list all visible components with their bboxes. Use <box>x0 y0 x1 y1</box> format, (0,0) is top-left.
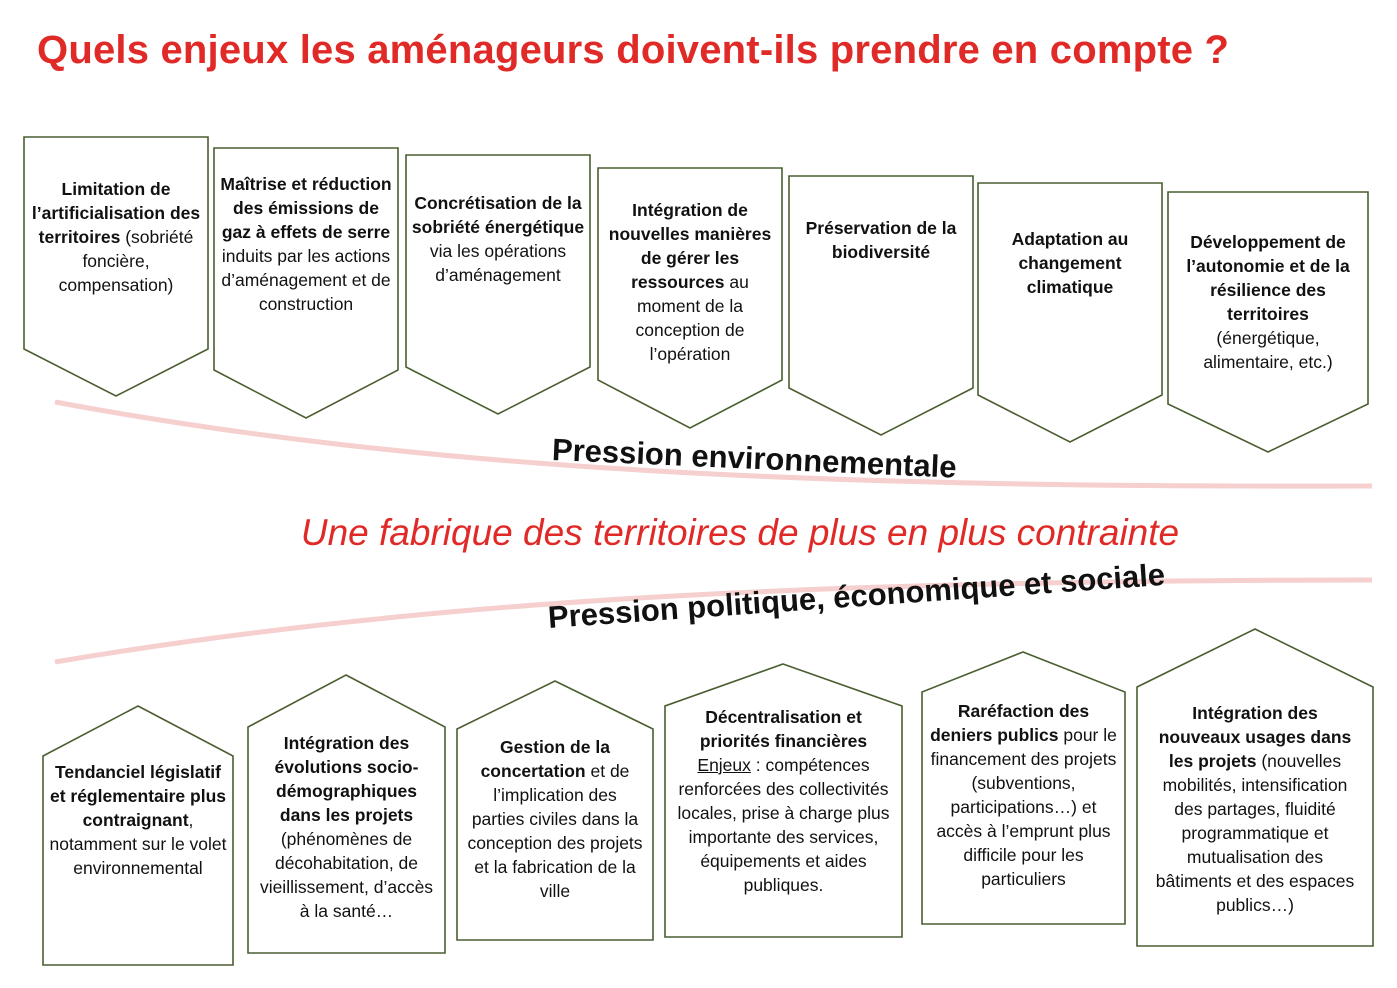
issue-title: Intégration de nouvelles manières de gérer les ressources <box>608 200 772 292</box>
environmental-issue-card <box>24 137 208 396</box>
issue-title: Décentralisation et priorités financières <box>699 707 868 751</box>
issue-text <box>49 760 227 880</box>
issue-title: Gestion de la concertation <box>480 737 610 781</box>
environmental-issue-card <box>789 176 973 435</box>
issue-detail: (nouvelles mobilités, intensification des partages, fluidité programmatique et mutualisation des bâtiments et des espaces publics…) <box>1155 751 1355 915</box>
page-title: Quels enjeux les aménageurs doivent-ils prendre en compte ? <box>37 28 1230 72</box>
issue-text <box>28 177 204 297</box>
issue-text <box>218 172 394 316</box>
issue-keyword: Enjeux <box>697 755 751 775</box>
environmental-issue-card <box>214 148 398 418</box>
issue-text <box>602 198 778 366</box>
issue-text <box>258 731 435 923</box>
issue-title: Intégration des nouveaux usages dans les projets <box>1158 703 1352 771</box>
issue-text <box>410 191 586 287</box>
socioeconomic-pressure-label: Pression politique, économique et sociale <box>546 556 1167 635</box>
socioeconomic-issue-card <box>248 675 445 953</box>
environmental-issue-card <box>978 183 1162 442</box>
environmental-issue-card <box>406 155 590 414</box>
issue-detail: (énergétique, alimentaire, etc.) <box>1203 328 1333 372</box>
issue-title: Limitation de l’artificialisation des territoires <box>31 179 201 247</box>
issue-text <box>930 699 1117 891</box>
environmental-issue-card <box>598 168 782 428</box>
socioeconomic-issue-card <box>665 664 902 937</box>
issue-text <box>677 705 890 897</box>
environmental-issue-card <box>1168 192 1368 452</box>
issue-title: Adaptation au changement climatique <box>1011 229 1129 297</box>
socioeconomic-issue-card <box>457 681 653 940</box>
issue-detail: (sobriété foncière, compensation) <box>58 227 194 295</box>
issue-title: Tendanciel législatif et réglementaire plus contraignant <box>49 762 227 830</box>
issue-detail: au moment de la conception de l’opération <box>635 272 749 364</box>
issue-text <box>465 735 645 903</box>
issue-detail: via les opérations d’aménagement <box>429 241 567 285</box>
issue-detail: pour le financement des projets (subventions, participations…) et accès à l’emprunt plus difficile pour les particuliers <box>930 725 1117 889</box>
issue-title: Développement de l’autonomie et de la résilience des territoires <box>1186 232 1350 324</box>
issue-title: Intégration des évolutions socio-démographiques dans les projets <box>274 733 419 825</box>
issue-text <box>1182 230 1354 374</box>
issue-detail: , notamment sur le volet environnemental <box>49 810 227 878</box>
socioeconomic-issue-card <box>43 706 233 965</box>
issue-detail: induits par les actions d’aménagement et de construction <box>221 246 391 314</box>
socioeconomic-issue-card <box>922 652 1125 924</box>
issue-title: Préservation de la biodiversité <box>805 218 957 262</box>
issue-title: Raréfaction des deniers publics <box>930 701 1090 745</box>
issue-detail: (phénomènes de décohabitation, de vieillissement, d’accès à la santé… <box>259 829 434 921</box>
issue-detail: : compétences renforcées des collectivités locales, prise à charge plus importante des services, équipements et aides publiques. <box>677 755 890 895</box>
issue-text <box>982 227 1158 299</box>
issue-title: Maîtrise et réduction des émissions de gaz à effets de serre <box>220 174 392 242</box>
environmental-pressure-label: Pression environnementale <box>551 432 958 485</box>
issue-text <box>1151 701 1359 917</box>
socioeconomic-issue-card <box>1137 629 1373 946</box>
issue-text <box>793 216 969 264</box>
central-subtitle: Une fabrique des territoires de plus en plus contrainte <box>300 512 1180 553</box>
issue-title: Concrétisation de la sobriété énergétique <box>411 193 585 237</box>
issue-detail: et de l’implication des parties civiles dans la conception des projets et la fabrication de la ville <box>467 761 643 901</box>
